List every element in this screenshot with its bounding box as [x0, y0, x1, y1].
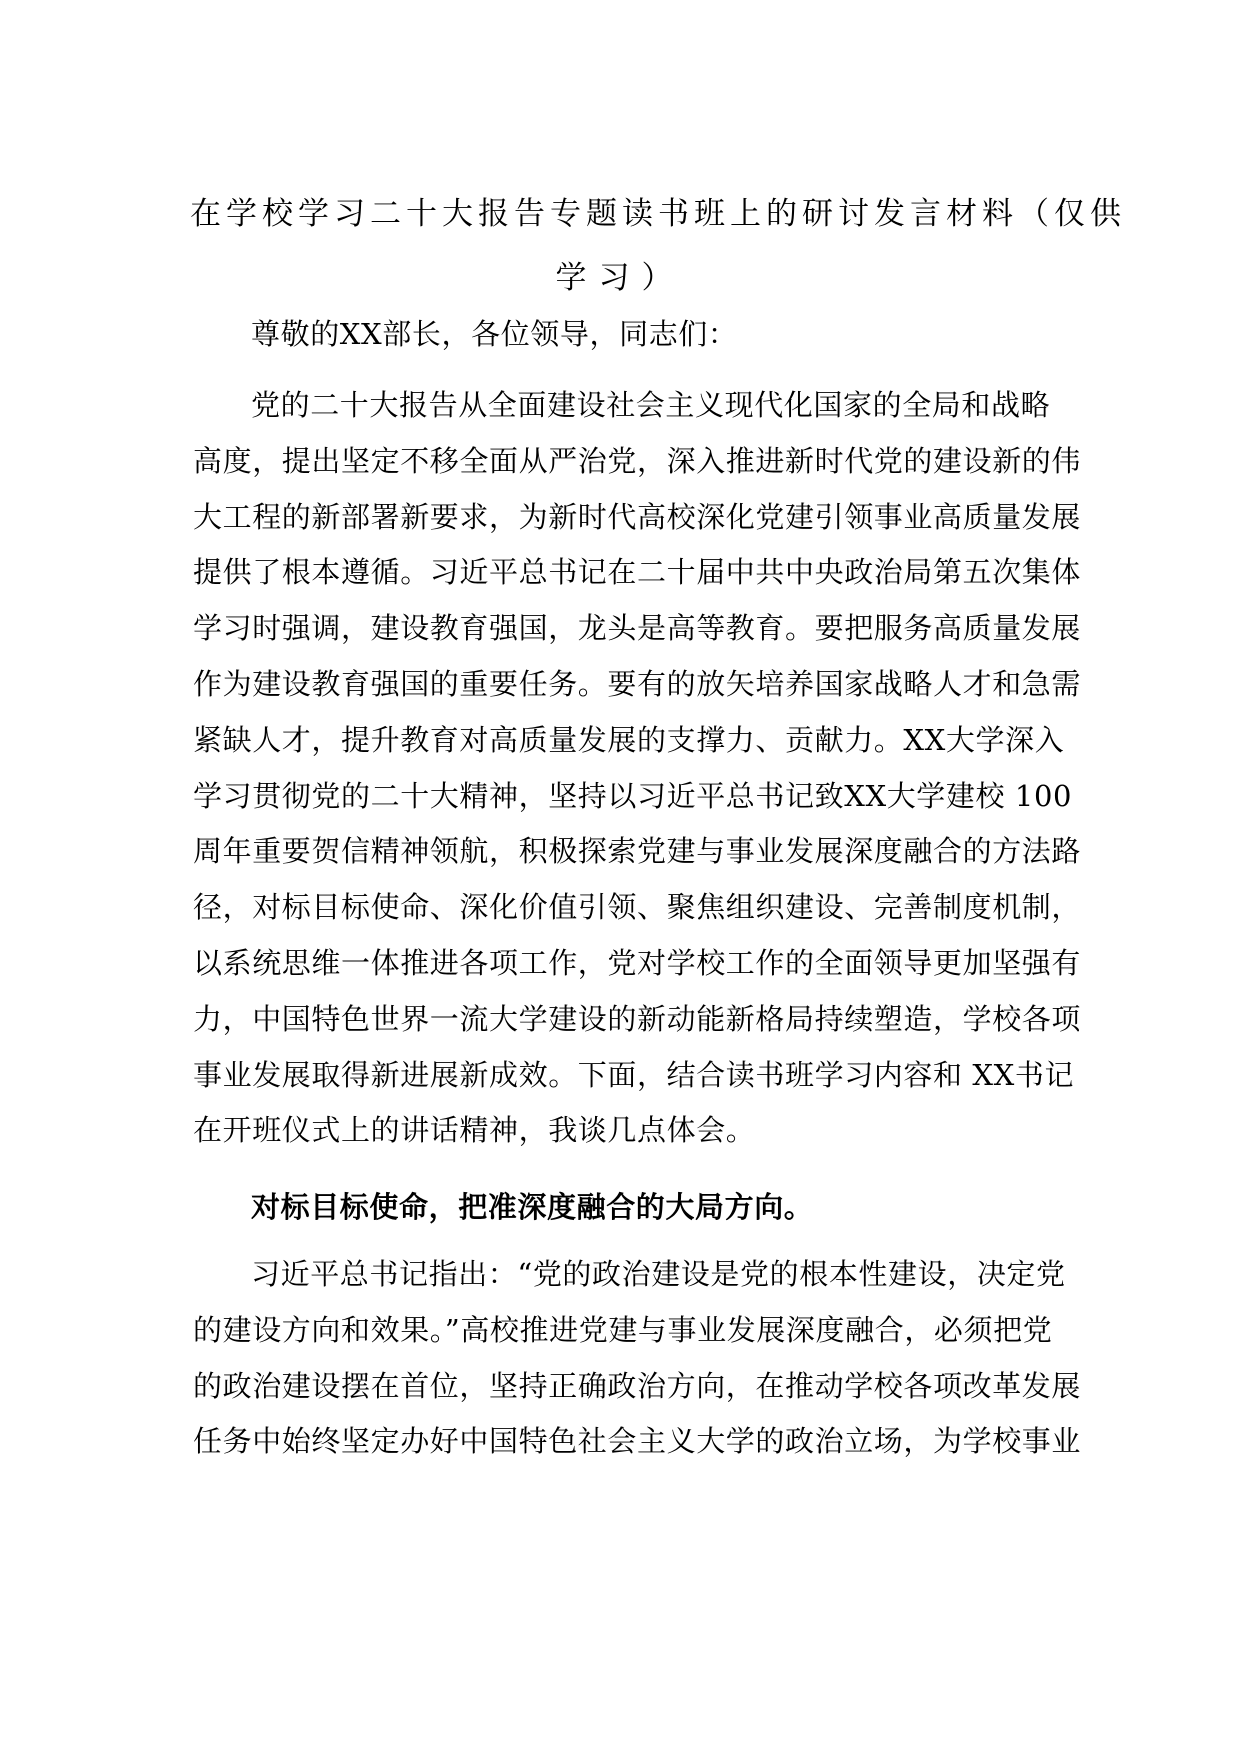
section-heading-1: 对标目标使命，把准深度融合的大局方向。: [251, 1190, 814, 1224]
document-title: [190, 182, 1126, 310]
paragraph-line: 作为建设教育强国的重要任务。要有的放矢培养国家战略人才和急需: [193, 666, 1082, 701]
paragraph-line: 周年重要贺信精神领航，积极探索党建与事业发展深度融合的方法路: [193, 834, 1082, 869]
paragraph-line: 事业发展取得新进展新成效。下面，结合读书班学习内容和 XX书记: [193, 1057, 1075, 1092]
paragraph-2: [193, 1247, 1082, 1470]
paragraph-line: 径，对标目标使命、深化价值引领、聚焦组织建设、完善制度机制，: [193, 890, 1082, 925]
paragraph-line: 习近平总书记指出：“党的政治建设是党的根本性建设，决定党: [251, 1257, 1066, 1291]
paragraph-line: 大工程的新部署新要求，为新时代高校深化党建引领事业高质量发展: [193, 499, 1082, 534]
title-line-1: 在学校学习二十大报告专题读书班上的研讨发言材料（仅供: [190, 196, 1126, 232]
title-line-2: 学习）: [555, 260, 685, 296]
paragraph-line: 以系统思维一体推进各项工作，党对学校工作的全面领导更加坚强有: [193, 945, 1082, 980]
paragraph-line: 紧缺人才，提升教育对高质量发展的支撑力、贡献力。XX大学深入: [193, 722, 1065, 757]
paragraph-1: [193, 378, 1082, 1159]
paragraph-line: 的建设方向和效果。”高校推进党建与事业发展深度融合，必须把党: [193, 1312, 1053, 1347]
paragraph-line: 高度，提出坚定不移全面从严治党，深入推进新时代党的建设新的伟: [193, 443, 1082, 478]
paragraph-line: 在开班仪式上的讲话精神，我谈几点体会。: [193, 1113, 756, 1148]
salutation: 尊敬的XX部长，各位领导，同志们：: [251, 317, 738, 351]
paragraph-line: 任务中始终坚定办好中国特色社会主义大学的政治立场，为学校事业: [193, 1424, 1082, 1459]
paragraph-line: 的政治建设摆在首位，坚持正确政治方向，在推动学校各项改革发展: [193, 1368, 1082, 1403]
paragraph-line: 学习时强调，建设教育强国，龙头是高等教育。要把服务高质量发展: [193, 611, 1082, 646]
paragraph-line: 党的二十大报告从全面建设社会主义现代化国家的全局和战略: [251, 388, 1051, 422]
paragraph-line: 学习贯彻党的二十大精神，坚持以习近平总书记致XX大学建校 100: [193, 778, 1073, 813]
paragraph-line: 力，中国特色世界一流大学建设的新动能新格局持续塑造，学校各项: [193, 1001, 1082, 1036]
paragraph-line: 提供了根本遵循。习近平总书记在二十届中共中央政治局第五次集体: [193, 555, 1082, 590]
